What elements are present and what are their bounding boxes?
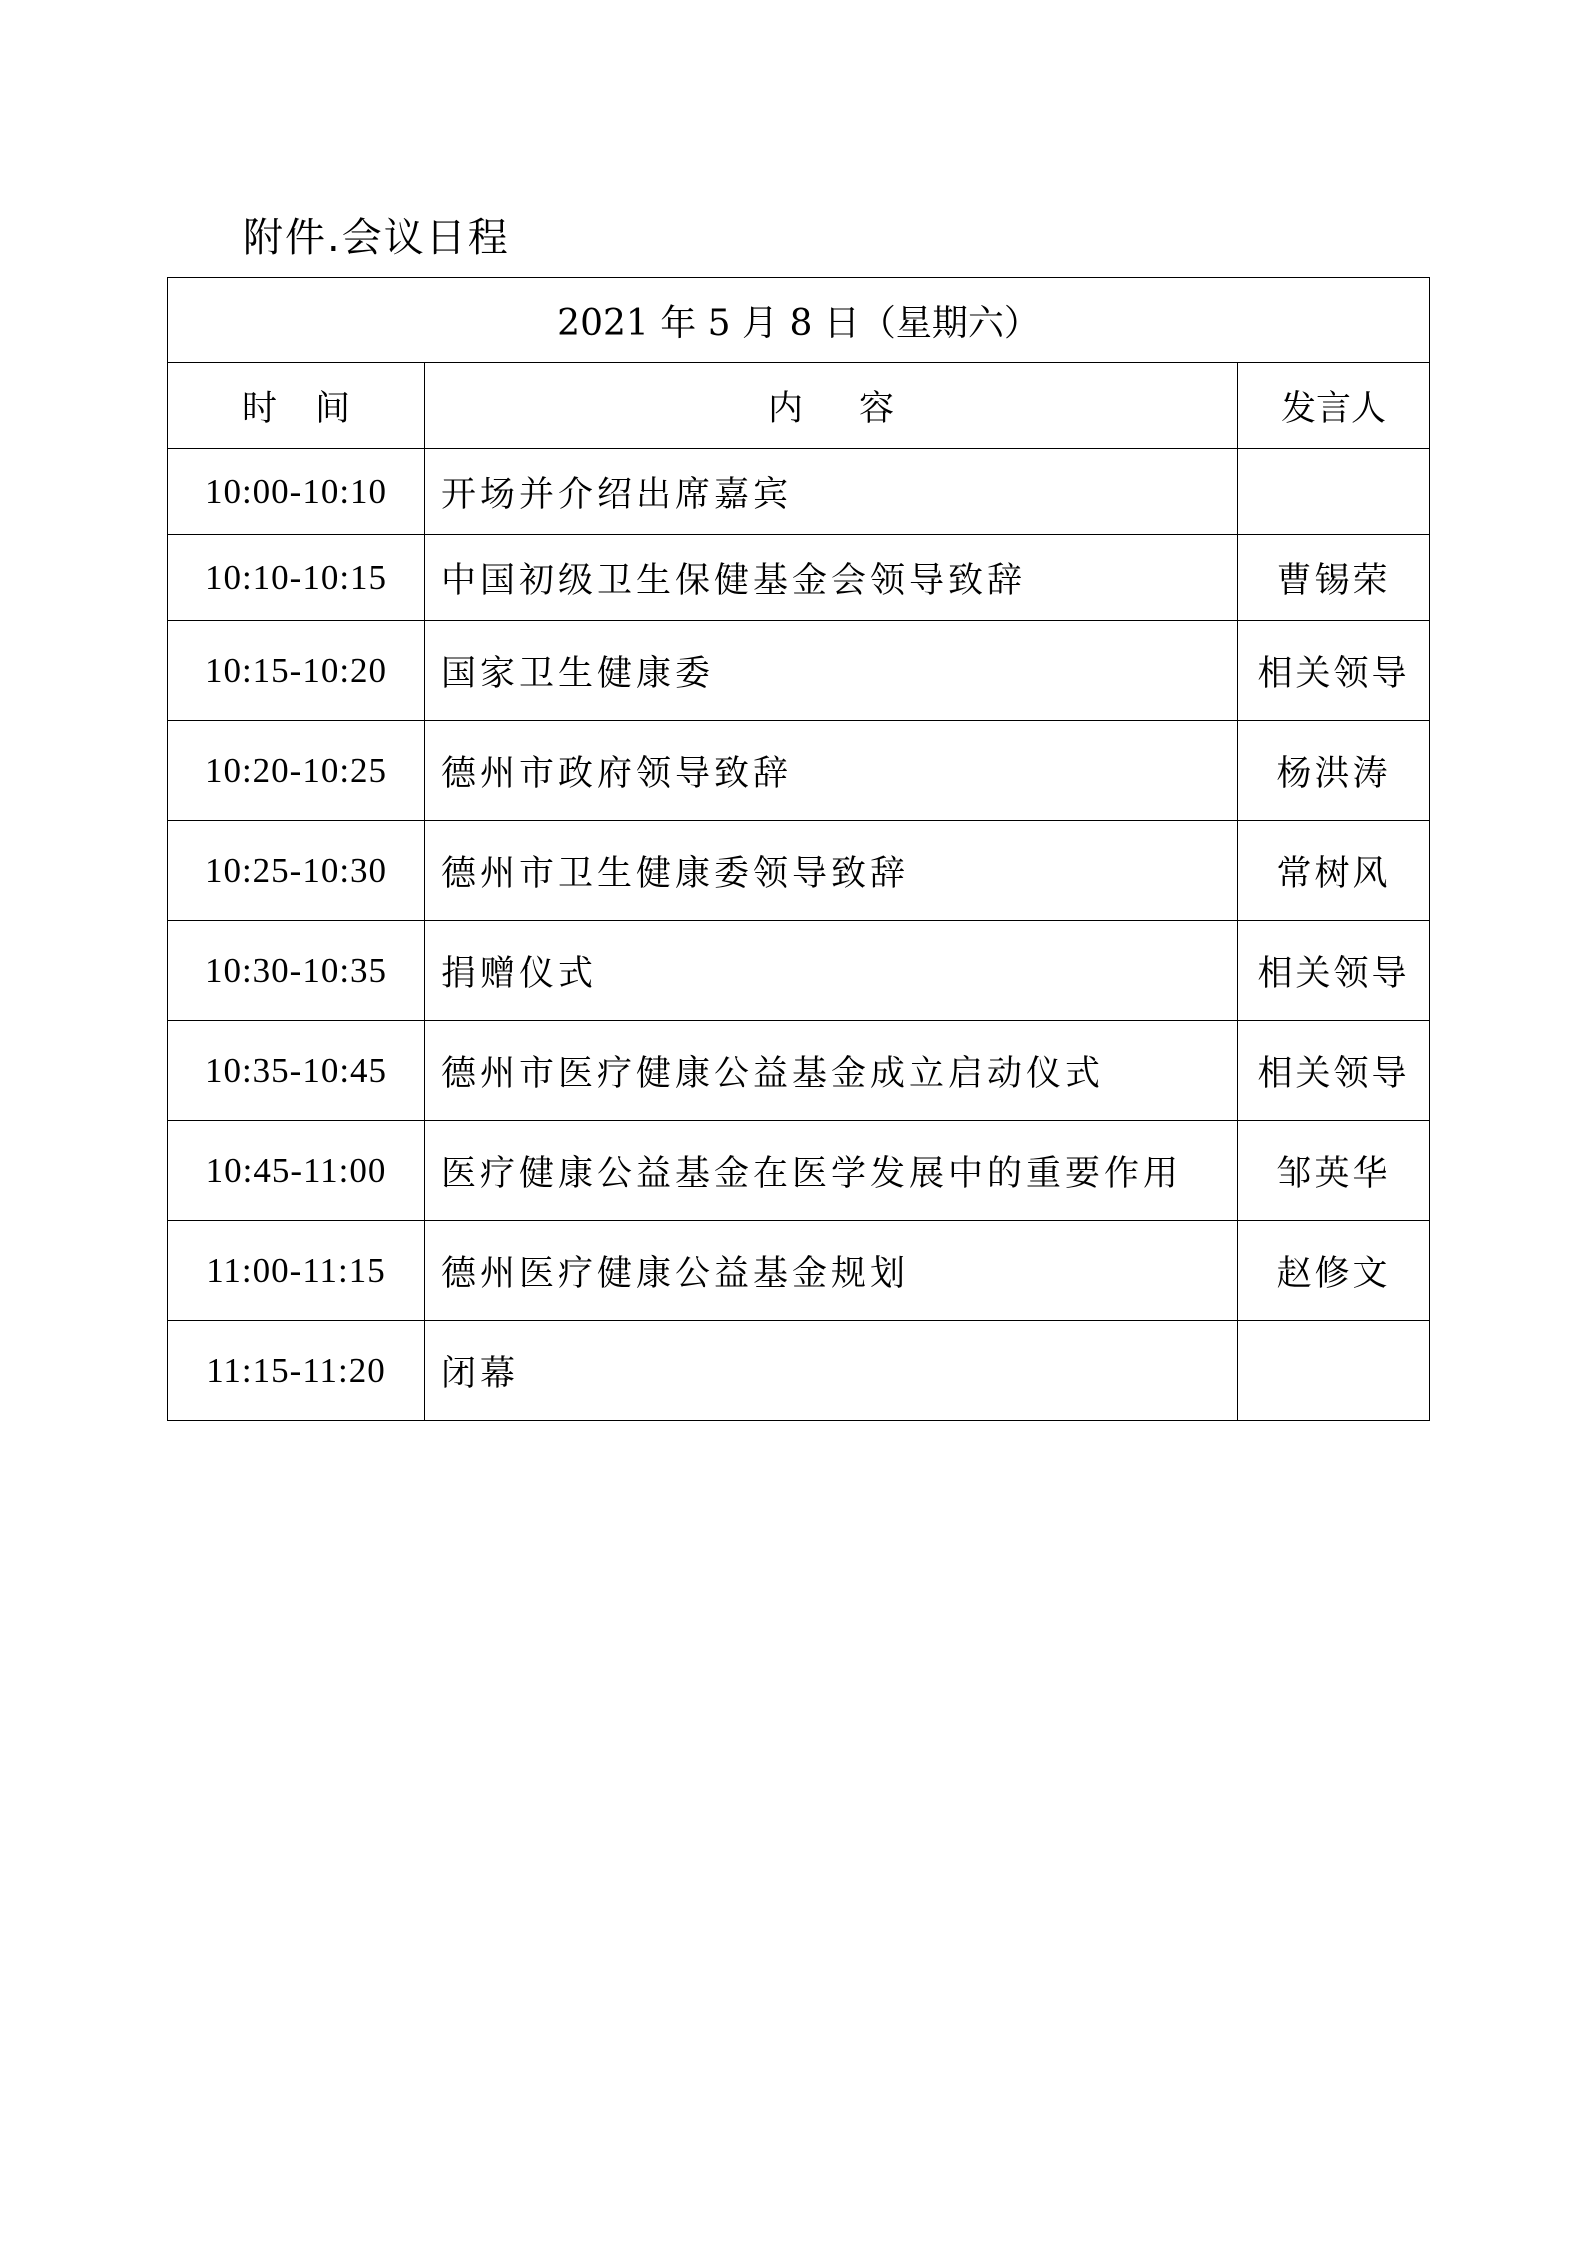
time-cell: 10:00-10:10 bbox=[168, 449, 425, 535]
table-row bbox=[168, 1221, 1430, 1321]
header-speaker: 发言人 bbox=[1238, 363, 1430, 449]
page-title: 附件.会议日程 bbox=[243, 215, 510, 261]
time-cell: 10:45-11:00 bbox=[168, 1121, 425, 1221]
table-row bbox=[168, 621, 1430, 721]
content-cell: 德州市政府领导致辞 bbox=[425, 721, 1238, 821]
time-cell: 10:15-10:20 bbox=[168, 621, 425, 721]
speaker-cell: 杨洪涛 bbox=[1238, 721, 1430, 821]
table-row bbox=[168, 1121, 1430, 1221]
time-cell: 10:30-10:35 bbox=[168, 921, 425, 1021]
speaker-cell: 邹英华 bbox=[1238, 1121, 1430, 1221]
speaker-cell: 相关领导 bbox=[1238, 621, 1430, 721]
header-time bbox=[168, 363, 425, 449]
content-cell: 闭幕 bbox=[425, 1321, 1238, 1421]
speaker-cell bbox=[1238, 1321, 1430, 1421]
header-time-label: 时间 bbox=[241, 388, 388, 429]
table-row bbox=[168, 449, 1430, 535]
header-content bbox=[425, 363, 1238, 449]
time-cell: 10:20-10:25 bbox=[168, 721, 425, 821]
time-cell: 10:10-10:15 bbox=[168, 535, 425, 621]
content-cell: 中国初级卫生保健基金会领导致辞 bbox=[425, 535, 1238, 621]
date-row bbox=[168, 278, 1430, 363]
content-cell: 德州医疗健康公益基金规划 bbox=[425, 1221, 1238, 1321]
time-cell: 11:00-11:15 bbox=[168, 1221, 425, 1321]
table-row bbox=[168, 921, 1430, 1021]
speaker-cell bbox=[1238, 449, 1430, 535]
content-cell: 国家卫生健康委 bbox=[425, 621, 1238, 721]
speaker-cell: 赵修文 bbox=[1238, 1221, 1430, 1321]
time-cell: 11:15-11:20 bbox=[168, 1321, 425, 1421]
speaker-cell: 常树风 bbox=[1238, 821, 1430, 921]
speaker-cell: 曹锡荣 bbox=[1238, 535, 1430, 621]
header-row bbox=[168, 363, 1430, 449]
speaker-cell: 相关领导 bbox=[1238, 1021, 1430, 1121]
table-row bbox=[168, 535, 1430, 621]
content-cell: 医疗健康公益基金在医学发展中的重要作用 bbox=[425, 1121, 1238, 1221]
speaker-cell: 相关领导 bbox=[1238, 921, 1430, 1021]
date-cell: 2021 年 5 月 8 日（星期六） bbox=[168, 278, 1430, 363]
table-row bbox=[168, 1321, 1430, 1421]
table-row bbox=[168, 1021, 1430, 1121]
content-cell: 德州市卫生健康委领导致辞 bbox=[425, 821, 1238, 921]
content-cell: 开场并介绍出席嘉宾 bbox=[425, 449, 1238, 535]
time-cell: 10:25-10:30 bbox=[168, 821, 425, 921]
content-cell: 捐赠仪式 bbox=[425, 921, 1238, 1021]
table-row bbox=[168, 721, 1430, 821]
content-cell: 德州市医疗健康公益基金成立启动仪式 bbox=[425, 1021, 1238, 1121]
table-row bbox=[168, 821, 1430, 921]
time-cell: 10:35-10:45 bbox=[168, 1021, 425, 1121]
header-content-label: 内容 bbox=[767, 388, 950, 429]
schedule-table bbox=[167, 277, 1430, 1421]
